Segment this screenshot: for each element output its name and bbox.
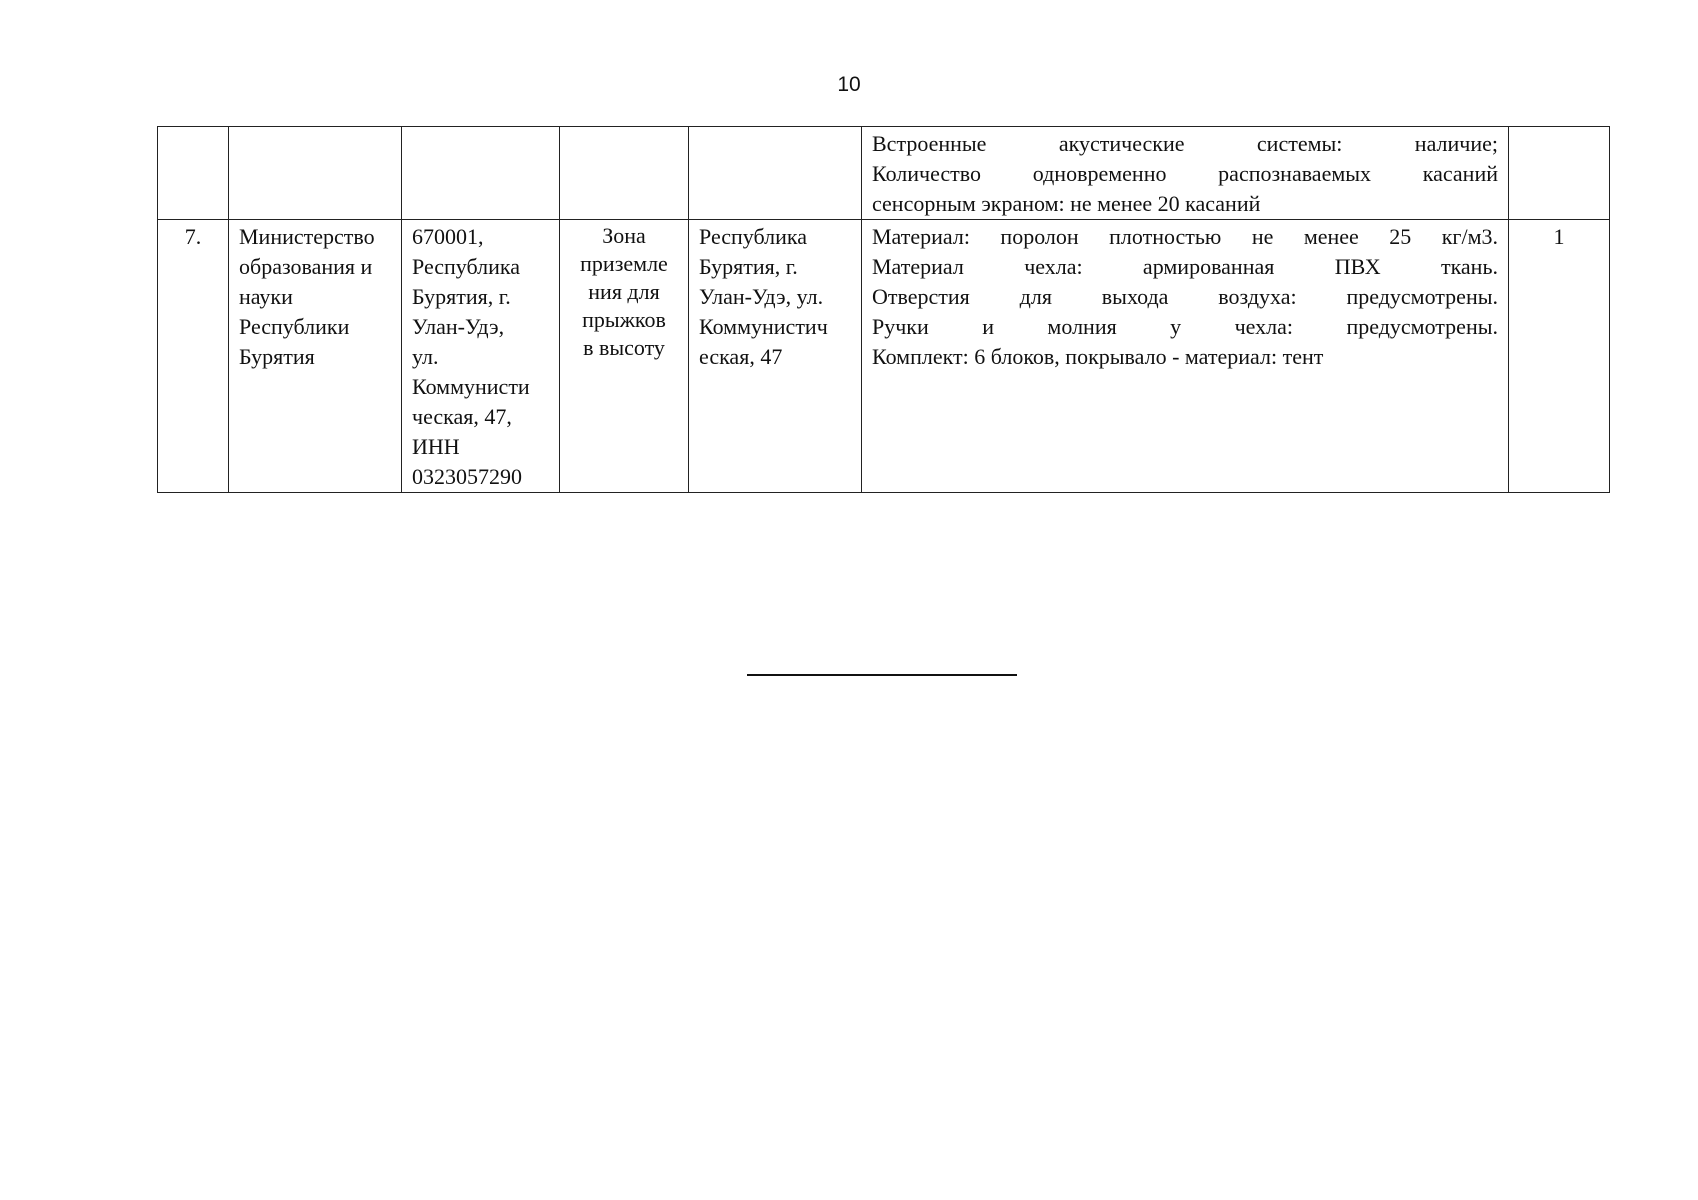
item-line: приземле <box>580 251 668 276</box>
place-line: Республика <box>699 224 808 249</box>
cell-org-empty <box>229 127 402 220</box>
spec-line: Материал чехла: армированная ПВХ ткань. <box>872 254 1498 279</box>
place-line: Бурятия, г. <box>699 254 798 279</box>
address-line: Бурятия, г. <box>412 284 511 309</box>
address-line: 670001, <box>412 224 484 249</box>
org-line: науки <box>239 284 293 309</box>
cell-specifications <box>862 220 1509 493</box>
spec-line: Отверстия для выхода воздуха: предусмотрены. <box>872 284 1498 309</box>
place-line: еская, 47 <box>699 344 783 369</box>
cell-organization <box>229 220 402 493</box>
address-line: Коммунисти <box>412 374 530 399</box>
spec-line: Ручки и молния у чехла: предусмотрены. <box>872 314 1498 339</box>
address-line: ул. <box>412 344 439 369</box>
org-line: Бурятия <box>239 344 315 369</box>
cell-specifications <box>862 127 1509 220</box>
cell-place <box>689 220 862 493</box>
org-line: Министерство <box>239 224 375 249</box>
item-line: прыжков <box>582 307 666 332</box>
place-line: Коммунистич <box>699 314 828 339</box>
org-line: образования и <box>239 254 373 279</box>
page-number: 10 <box>837 73 861 96</box>
spec-line: Материал: поролон плотностью не менее 25 кг/м3. <box>872 224 1498 249</box>
cell-place-empty <box>689 127 862 220</box>
quantity-value: 1 <box>1553 224 1565 249</box>
spec-line: сенсорным экраном: не менее 20 касаний <box>872 191 1261 216</box>
spec-line: Комплект: 6 блоков, покрывало - материал: тент <box>872 344 1324 369</box>
closing-rule <box>747 674 1017 676</box>
cell-quantity <box>1509 220 1610 493</box>
cell-address <box>402 220 560 493</box>
cell-num <box>158 220 229 493</box>
cell-item <box>560 220 689 493</box>
address-line: Улан-Удэ, <box>412 314 505 339</box>
item-line: в высоту <box>583 335 665 360</box>
equipment-table <box>157 126 1610 493</box>
spec-line: Количество одновременно распознаваемых касаний <box>872 161 1498 186</box>
org-line: Республики <box>239 314 350 339</box>
item-line: Зона <box>602 223 646 248</box>
address-line: ИНН <box>412 434 460 459</box>
cell-item-empty <box>560 127 689 220</box>
spec-line: Встроенные акустические системы: наличие; <box>872 131 1498 156</box>
cell-num-empty <box>158 127 229 220</box>
address-line: Республика <box>412 254 521 279</box>
row-number: 7. <box>184 224 202 249</box>
cell-address-empty <box>402 127 560 220</box>
place-line: Улан-Удэ, ул. <box>699 284 824 309</box>
cell-qty-empty <box>1509 127 1610 220</box>
address-line: 0323057290 <box>412 464 522 489</box>
item-line: ния для <box>588 279 660 304</box>
table-row-7 <box>158 220 1610 493</box>
address-line: ческая, 47, <box>412 404 512 429</box>
table-row-continued <box>158 127 1610 220</box>
